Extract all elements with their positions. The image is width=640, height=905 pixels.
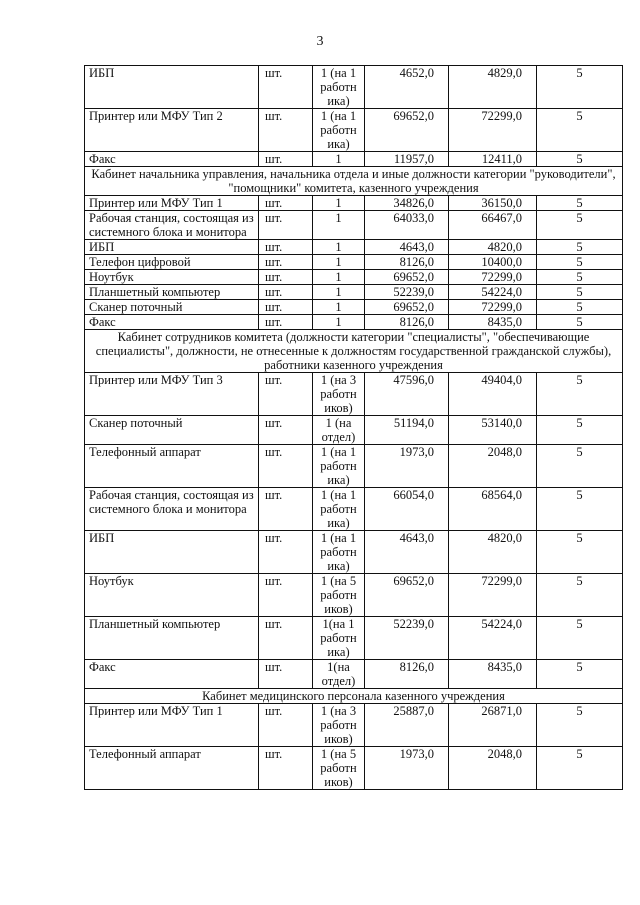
item-name-cell: ИБП	[85, 531, 259, 574]
price-cell: 72299,0	[449, 574, 537, 617]
unit-cell: шт.	[259, 747, 313, 790]
unit-cell: шт.	[259, 416, 313, 445]
unit-cell: шт.	[259, 704, 313, 747]
price-cell: 11957,0	[365, 152, 449, 167]
price-cell: 72299,0	[449, 109, 537, 152]
table-row	[85, 315, 623, 330]
table-row	[85, 416, 623, 445]
table-row	[85, 747, 623, 790]
table-row	[85, 660, 623, 689]
unit-cell: шт.	[259, 255, 313, 270]
table-row	[85, 373, 623, 416]
quantity-cell: 1	[313, 300, 365, 315]
price-cell: 25887,0	[365, 704, 449, 747]
quantity-cell: 1 (на 1 работн ика)	[313, 109, 365, 152]
price-cell: 69652,0	[365, 574, 449, 617]
table-row	[85, 196, 623, 211]
quantity-cell: 1 (на 5 работн иков)	[313, 747, 365, 790]
service-life-cell: 5	[537, 300, 623, 315]
item-name-cell: Планшетный компьютер	[85, 617, 259, 660]
table-row	[85, 704, 623, 747]
price-cell: 8435,0	[449, 660, 537, 689]
price-cell: 66054,0	[365, 488, 449, 531]
unit-cell: шт.	[259, 617, 313, 660]
service-life-cell: 5	[537, 617, 623, 660]
price-cell: 4643,0	[365, 531, 449, 574]
unit-cell: шт.	[259, 531, 313, 574]
quantity-cell: 1 (на 5 работн иков)	[313, 574, 365, 617]
service-life-cell: 5	[537, 240, 623, 255]
service-life-cell: 5	[537, 66, 623, 109]
item-name-cell: Факс	[85, 152, 259, 167]
service-life-cell: 5	[537, 445, 623, 488]
table-row	[85, 211, 623, 240]
price-cell: 2048,0	[449, 747, 537, 790]
item-name-cell: Телефонный аппарат	[85, 445, 259, 488]
table-row	[85, 240, 623, 255]
table-row	[85, 109, 623, 152]
price-cell: 69652,0	[365, 270, 449, 285]
section-title: Кабинет медицинского персонала казенного учреждения	[85, 689, 623, 704]
unit-cell: шт.	[259, 211, 313, 240]
quantity-cell: 1(на отдел)	[313, 660, 365, 689]
quantity-cell: 1 (на 1 работн ика)	[313, 488, 365, 531]
price-cell: 8126,0	[365, 315, 449, 330]
price-cell: 52239,0	[365, 617, 449, 660]
item-name-cell: ИБП	[85, 66, 259, 109]
item-name-cell: Рабочая станция, состоящая из системного блока и монитора	[85, 211, 259, 240]
price-cell: 10400,0	[449, 255, 537, 270]
quantity-cell: 1	[313, 152, 365, 167]
quantity-cell: 1 (на отдел)	[313, 416, 365, 445]
service-life-cell: 5	[537, 416, 623, 445]
quantity-cell: 1	[313, 255, 365, 270]
unit-cell: шт.	[259, 660, 313, 689]
price-cell: 26871,0	[449, 704, 537, 747]
price-cell: 68564,0	[449, 488, 537, 531]
unit-cell: шт.	[259, 300, 313, 315]
item-name-cell: Сканер поточный	[85, 416, 259, 445]
item-name-cell: Факс	[85, 660, 259, 689]
unit-cell: шт.	[259, 488, 313, 531]
unit-cell: шт.	[259, 445, 313, 488]
unit-cell: шт.	[259, 574, 313, 617]
price-cell: 4652,0	[365, 66, 449, 109]
item-name-cell: Принтер или МФУ Тип 3	[85, 373, 259, 416]
section-header-row	[85, 330, 623, 373]
table-row	[85, 488, 623, 531]
unit-cell: шт.	[259, 109, 313, 152]
price-cell: 4643,0	[365, 240, 449, 255]
table-row	[85, 574, 623, 617]
item-name-cell: Сканер поточный	[85, 300, 259, 315]
price-cell: 8126,0	[365, 660, 449, 689]
price-cell: 4820,0	[449, 240, 537, 255]
item-name-cell: ИБП	[85, 240, 259, 255]
service-life-cell: 5	[537, 704, 623, 747]
price-cell: 34826,0	[365, 196, 449, 211]
price-cell: 52239,0	[365, 285, 449, 300]
table-row	[85, 300, 623, 315]
price-cell: 4829,0	[449, 66, 537, 109]
quantity-cell: 1	[313, 315, 365, 330]
quantity-cell: 1 (на 1 работн ика)	[313, 66, 365, 109]
section-title: Кабинет начальника управления, начальника отдела и иные должности категории "руководители", "помощники" комитета, казенного учреждения	[85, 167, 623, 196]
section-header-row	[85, 689, 623, 704]
quantity-cell: 1	[313, 196, 365, 211]
table-row	[85, 285, 623, 300]
price-cell: 4820,0	[449, 531, 537, 574]
quantity-cell: 1	[313, 240, 365, 255]
price-cell: 8126,0	[365, 255, 449, 270]
service-life-cell: 5	[537, 747, 623, 790]
price-cell: 53140,0	[449, 416, 537, 445]
section-title: Кабинет сотрудников комитета (должности категории "специалисты", "обеспечивающие специалисты", должности, не отнесенные к должностям государственной гражданской службы), работники казенного учреждения	[85, 330, 623, 373]
item-name-cell: Принтер или МФУ Тип 2	[85, 109, 259, 152]
quantity-cell: 1 (на 3 работн иков)	[313, 704, 365, 747]
price-cell: 1973,0	[365, 747, 449, 790]
quantity-cell: 1 (на 1 работн ика)	[313, 531, 365, 574]
quantity-cell: 1	[313, 211, 365, 240]
price-cell: 64033,0	[365, 211, 449, 240]
service-life-cell: 5	[537, 109, 623, 152]
item-name-cell: Принтер или МФУ Тип 1	[85, 196, 259, 211]
service-life-cell: 5	[537, 660, 623, 689]
unit-cell: шт.	[259, 270, 313, 285]
service-life-cell: 5	[537, 488, 623, 531]
price-cell: 12411,0	[449, 152, 537, 167]
page-number: 3	[316, 34, 324, 49]
price-cell: 54224,0	[449, 285, 537, 300]
item-name-cell: Ноутбук	[85, 574, 259, 617]
table-row	[85, 270, 623, 285]
item-name-cell: Факс	[85, 315, 259, 330]
price-cell: 49404,0	[449, 373, 537, 416]
price-cell: 51194,0	[365, 416, 449, 445]
service-life-cell: 5	[537, 373, 623, 416]
table-row	[85, 445, 623, 488]
price-cell: 36150,0	[449, 196, 537, 211]
price-cell: 69652,0	[365, 300, 449, 315]
table-row	[85, 617, 623, 660]
service-life-cell: 5	[537, 255, 623, 270]
unit-cell: шт.	[259, 196, 313, 211]
table-row	[85, 66, 623, 109]
table-row	[85, 255, 623, 270]
price-cell: 72299,0	[449, 300, 537, 315]
quantity-cell: 1	[313, 285, 365, 300]
service-life-cell: 5	[537, 315, 623, 330]
price-cell: 66467,0	[449, 211, 537, 240]
price-cell: 54224,0	[449, 617, 537, 660]
unit-cell: шт.	[259, 66, 313, 109]
unit-cell: шт.	[259, 285, 313, 300]
unit-cell: шт.	[259, 373, 313, 416]
price-cell: 72299,0	[449, 270, 537, 285]
price-cell: 2048,0	[449, 445, 537, 488]
item-name-cell: Планшетный компьютер	[85, 285, 259, 300]
quantity-cell: 1	[313, 270, 365, 285]
service-life-cell: 5	[537, 531, 623, 574]
item-name-cell: Рабочая станция, состоящая из системного блока и монитора	[85, 488, 259, 531]
service-life-cell: 5	[537, 152, 623, 167]
price-cell: 69652,0	[365, 109, 449, 152]
price-cell: 1973,0	[365, 445, 449, 488]
price-cell: 8435,0	[449, 315, 537, 330]
item-name-cell: Телефон цифровой	[85, 255, 259, 270]
section-header-row	[85, 167, 623, 196]
quantity-cell: 1 (на 3 работн иков)	[313, 373, 365, 416]
quantity-cell: 1(на 1 работн ика)	[313, 617, 365, 660]
service-life-cell: 5	[537, 574, 623, 617]
service-life-cell: 5	[537, 270, 623, 285]
equipment-table	[84, 65, 623, 790]
item-name-cell: Телефонный аппарат	[85, 747, 259, 790]
table-row	[85, 531, 623, 574]
unit-cell: шт.	[259, 152, 313, 167]
unit-cell: шт.	[259, 240, 313, 255]
unit-cell: шт.	[259, 315, 313, 330]
service-life-cell: 5	[537, 285, 623, 300]
service-life-cell: 5	[537, 211, 623, 240]
price-cell: 47596,0	[365, 373, 449, 416]
quantity-cell: 1 (на 1 работн ика)	[313, 445, 365, 488]
service-life-cell: 5	[537, 196, 623, 211]
item-name-cell: Ноутбук	[85, 270, 259, 285]
item-name-cell: Принтер или МФУ Тип 1	[85, 704, 259, 747]
table-row	[85, 152, 623, 167]
